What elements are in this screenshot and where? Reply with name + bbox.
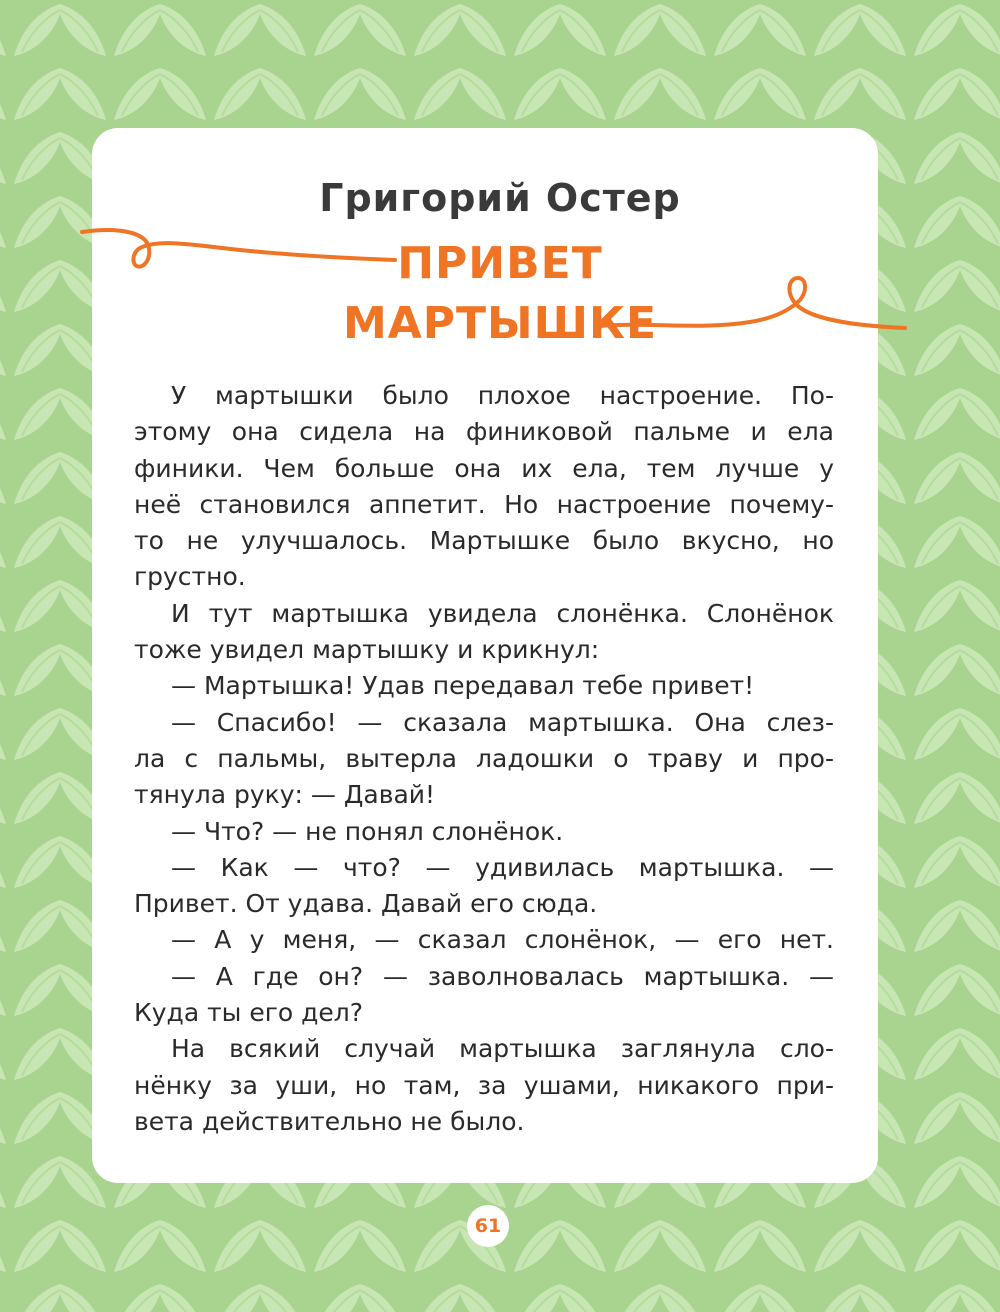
story-line: Куда ты его дел? (134, 998, 364, 1028)
story-line: этому она сидела на финиковой пальме и ела (134, 417, 834, 447)
story-line: ла с пальмы, вытерла ладошки о траву и про- (134, 743, 834, 773)
story-line: — Спасибо! — сказала мартышка. Она слез- (171, 707, 834, 737)
story-line: И тут мартышка увидела слонёнка. Слонёнок (171, 598, 834, 628)
page-number: 61 (467, 1205, 509, 1247)
story-line: вета действительно не было. (134, 1106, 525, 1136)
story-line: — А у меня, — сказал слонёнок, — его нет. (171, 925, 834, 955)
story-line: — Мартышка! Удав передавал тебе привет! (171, 671, 755, 701)
story-line: На всякий случай мартышка заглянула сло- (171, 1034, 834, 1064)
story-line: Привет. От удава. Давай его сюда. (134, 889, 598, 919)
story-line: У мартышки было плохое настроение. По- (171, 381, 834, 410)
story-line: тянула руку: — Давай! (134, 780, 436, 810)
story-line: тоже увидел мартышку и крикнул: (134, 635, 600, 665)
story-line: — А где он? — заволновалась мартышка. — (171, 961, 834, 991)
story-line: неё становился аппетит. Но настроение почему- (134, 489, 834, 519)
story-line: грустно. (134, 562, 246, 592)
story-title-line-2: МАРТЫШКЕ (342, 298, 658, 349)
story-line: то не улучшалось. Мартышке было вкусно, но (134, 526, 834, 556)
story-text (134, 378, 834, 1140)
story-line: — Как — что? — удивилась мартышка. — (171, 852, 834, 882)
story-line: — Что? — не понял слонёнок. (171, 816, 564, 846)
author-name: Григорий Остер (319, 176, 681, 220)
story-line: нёнку за уши, но там, за ушами, никакого при- (134, 1070, 834, 1100)
story-line: финики. Чем больше она их ела, тем лучше у (134, 453, 834, 483)
story-title-line-1: ПРИВЕТ (397, 238, 603, 289)
